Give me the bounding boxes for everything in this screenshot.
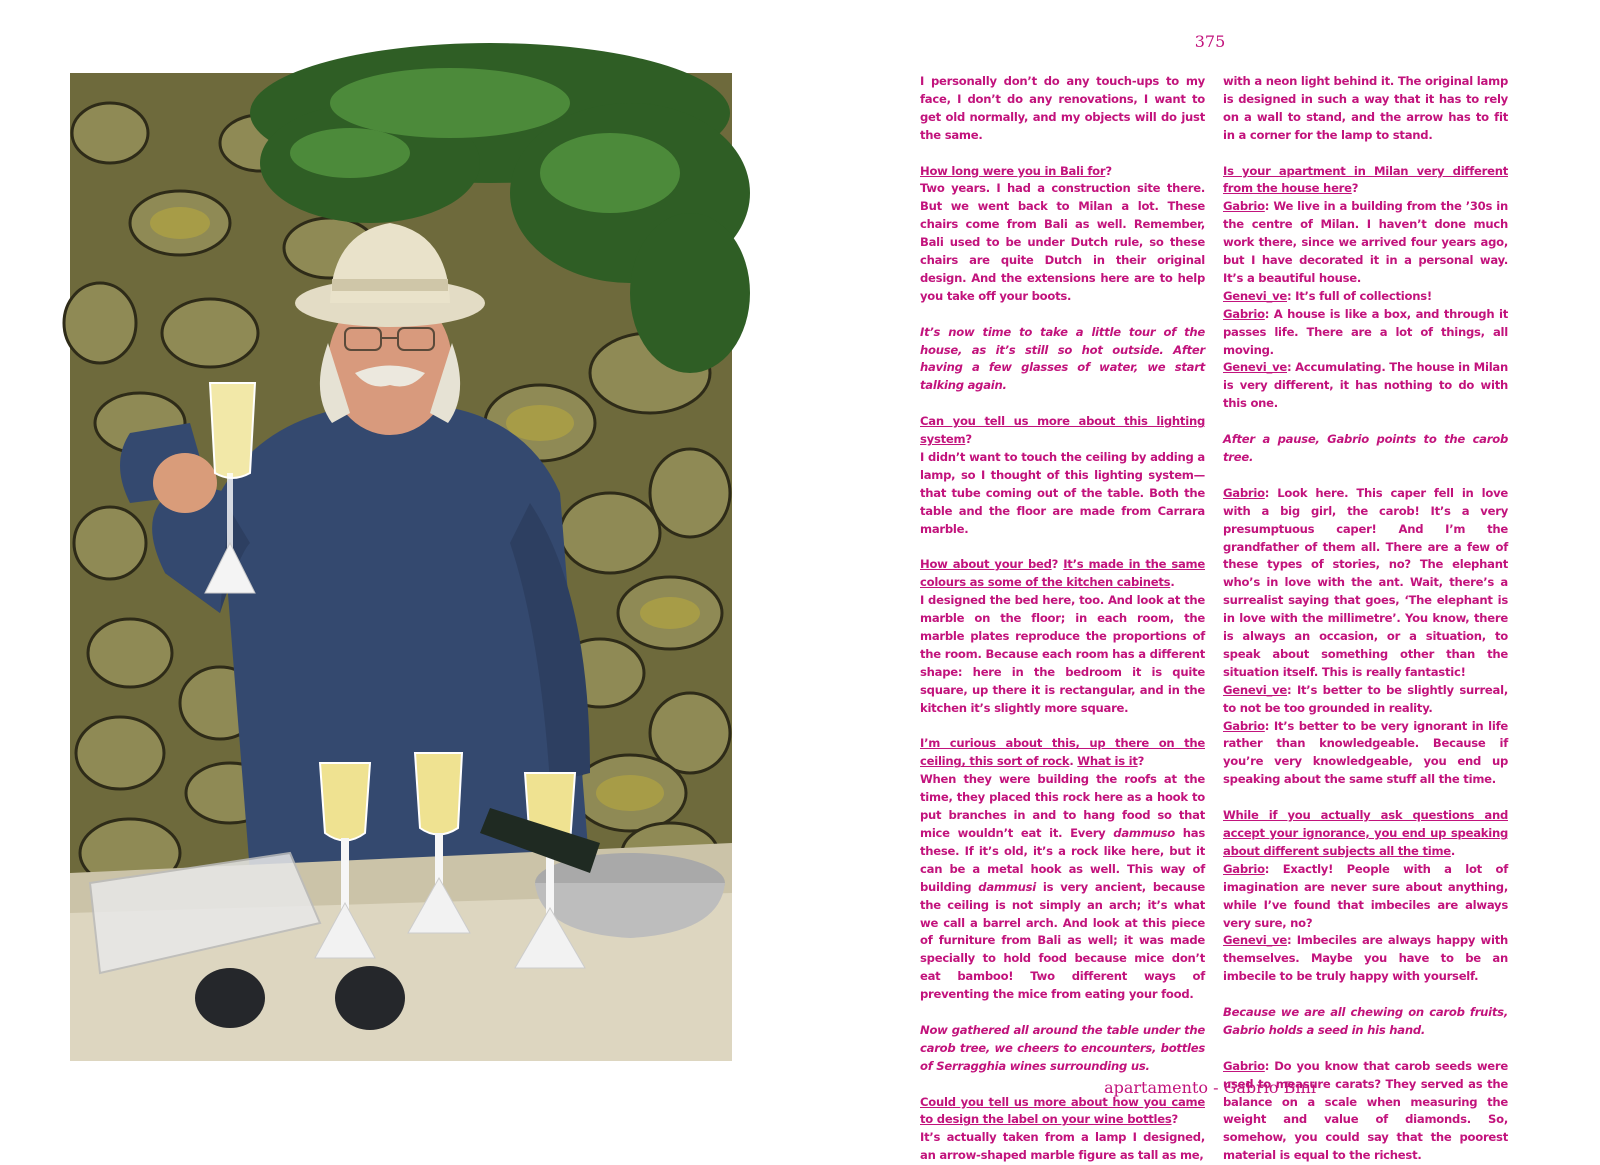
dialogue-block [1223,1058,1508,1165]
question: What is it [1077,754,1138,769]
paragraph [1223,73,1508,145]
answer: It’s actually taken from a lamp I designed, an arrow-shaped marble figure as tall as me, [920,1130,1205,1163]
article-column-right [1223,73,1508,1163]
question: While if you actually ask questions and accept your ignorance, you end up speaking about different subjects all the time [1223,808,1508,858]
question-answer: Could you tell us more about how you came to design the label on your wine bottles? It’s actually taken from a lamp I designed, an arrow-shaped marble figure as tall as me, [920,1094,1205,1163]
stage-direction: Now gathered all around the table under the carob tree, we cheers to encounters, bottles of Serragghia wines surrounding us. [920,1022,1205,1073]
speaker-name: Gabrio [1223,199,1265,214]
speaker-name: Gabrio [1223,306,1265,321]
page-footer: apartamento - Gabrio Bini [1104,1078,1316,1097]
speaker-name: Genevi_ve [1223,682,1287,697]
answer: has these. If it’s old, it’s a rock like here, but it can be a metal hook as well. This way of building [920,825,1205,894]
answer: I designed the bed here, too. And look at the marble on the floor; in each room, the marble plates reproduce the proportions of the room. Because each room has a different shape: here in the bedroom it is quite square, up there it is rectangular, and in the kitchen it’s slightly more square. [920,593,1205,715]
answer: I didn’t want to touch the ceiling by adding a lamp, so I thought of this lighting system—that tube coming out of the table. Both the table and the floor are made from Carrara marble. [920,449,1205,536]
question: Could you tell us more about how you came to design the label on your wine bottles [920,1094,1205,1127]
term: dammusi [978,879,1036,894]
question: Can you tell us more about this lighting system [920,414,1205,447]
question: It’s made in the same colours as some of the kitchen cabinets [920,557,1206,590]
term: dammuso [1113,825,1175,840]
dialogue: : A house is like a box, and through it passes life. There are a lot of things, all moving. [1223,306,1508,357]
speaker-name: Gabrio [1223,1058,1265,1073]
question: How about your bed [920,557,1052,572]
dialogue-block [1223,485,1508,789]
dialogue: : It’s better to be slightly surreal, to not be too grounded in reality. [1223,682,1508,715]
question-answer: I’m curious about this, up there on the ceiling, this sort of rock. What is it? When they were building the roofs at the time, they placed this rock here as a hook to put branches in and to hang food so that mice wouldn’t eat it. Every dammuso has these. If it’s old, it’s a rock like here, but it can be a metal hook as well. This way of building dammusi is very ancient, because the ceiling is not simply an arch; it’s what we call a barrel arch. And look at this piece of furniture from Bali as well; it was made specially to hold food because mice don’t eat bamboo! Two different ways of preventing the mice from eating your food. [920,736,1205,1002]
dialogue: : Accumulating. The house in Milan is very different, it has nothing to do with this one. [1223,360,1508,411]
question: I’m curious about this, up there on the ceiling, this sort of rock [920,736,1205,769]
dialogue: : It’s full of collections! [1287,288,1432,303]
speaker-name: Gabrio [1223,861,1265,876]
speaker-name: Genevi_ve [1223,933,1287,948]
paragraph-text: with a neon light behind it. The original lamp is designed in such a way that it has to rely on a wall to stand, and the arrow has to fit in a corner for the lamp to stand. [1223,74,1508,142]
stage-direction: It’s now time to take a little tour of the house, as it’s still so hot outside. After having a few glasses of water, we start talking again. [920,324,1205,393]
speaker-name: Gabrio [1223,718,1265,733]
question: How long were you in Bali for [920,163,1106,178]
page-number: 375 [1194,32,1226,51]
article-column-left [920,73,1206,1163]
photo-illustration [70,73,732,1061]
answer: When they were building the roofs at the time, they placed this rock here as a hook to put branches in and to hang food so that mice wouldn’t eat it. Every [920,772,1205,840]
answer: is very ancient, because the ceiling is not simply an arch; it’s what we call a barrel arch. And look at this piece of furniture from Bali as well; it was made specially to hold food because mice don’t eat bamboo! Two different ways of preventing the mice from eating your food. [920,879,1205,1002]
stage-direction: After a pause, Gabrio points to the carob tree. [1223,432,1508,464]
dialogue: : It’s better to be very ignorant in life rather than knowledgeable. Because if you’re very knowledgeable, you end up speaking about the same stuff all the time. [1223,718,1508,787]
question: Is your apartment in Milan very different from the house here [1223,163,1508,196]
dialogue: : We live in a building from the ’30s in the centre of Milan. I haven’t done much work there, since we arrived four years ago, but I have decorated it in a personal way. It’s a beautiful house. [1223,199,1508,285]
dialogue: : Imbeciles are always happy with themselves. Maybe you have to be an imbecile to be truly happy with yourself. [1223,933,1508,984]
dialogue: : Do you know that carob seeds were used to measure carats? They served as the balance on a scale when measuring the weight and value of diamonds. So, somehow, you could say that the poorest material is equal to the richest. [1223,1058,1508,1163]
dialogue: : Look here. This caper fell in love with a big girl, the carob! It’s a very presumptuous caper! And I’m the grandfather of them all. There are a few of these types of stories, no? The elephant who’s in love with the ant. Wait, there’s a surrealist saying that goes, ‘The elephant is in love with the millimetre’. You know, there is always an occasion, or a situation, to speak about something other than the situation itself. This is really fantastic! [1223,485,1508,679]
speaker-name: Genevi_ve [1223,288,1287,303]
question-answer: Can you tell us more about this lighting system? I didn’t want to touch the ceiling by adding a lamp, so I thought of this lighting system—that tube coming out of the table. Both the table and the floor are made from Carrara marble. [920,414,1205,536]
question-answer: How long were you in Bali for? Two years. I had a construction site there. But we went back to Milan a lot. These chairs come from Bali as well. Remember, Bali used to be under Dutch rule, so these chairs are quite Dutch in their original design. And the extensions here are to help you take off your boots. [920,163,1205,303]
answer: Two years. I had a construction site there. But we went back to Milan a lot. These chairs come from Bali as well. Remember, Bali used to be under Dutch rule, so these chairs are quite Dutch in their original design. And the extensions here are to help you take off your boots. [920,181,1205,303]
portrait-photo [70,73,732,1061]
speaker-name: Genevi_ve [1223,360,1287,375]
question-answer: Is your apartment in Milan very different from the house here? Gabrio: We live in a building from the ’30s in the centre of Milan. I haven’t done much work there, since we arrived four years ago, but I have decorated it in a personal way. It’s a beautiful house. Genevi_ve: It’s full of collections! Gabrio: A house is like a box, and through it passes life. There are a lot of things, all moving. Genevi_ve: Accumulating. The house in Milan is very different, it has nothing to do with this one. [1223,163,1508,411]
question-answer: How about your bed? It’s made in the same colours as some of the kitchen cabinets. I designed the bed here, too. And look at the marble on the floor; in each room, the marble plates reproduce the proportions of the room. Because each room has a different shape: here in the bedroom it is quite square, up there it is rectangular, and in the kitchen it’s slightly more square. [920,557,1206,715]
stage-direction: Because we are all chewing on carob fruits, Gabrio holds a seed in his hand. [1223,1005,1508,1037]
paragraph-text: I personally don’t do any touch-ups to my face, I don’t do any renovations, I want to get old normally, and my objects will do just the same. [920,74,1205,142]
paragraph [920,73,1205,145]
question-answer: While if you actually ask questions and accept your ignorance, you end up speaking about different subjects all the time. Gabrio: Exactly! People with a lot of imagination are never sure about anything, while I’ve found that imbeciles are always very sure, no? Genevi_ve: Imbeciles are always happy with themselves. Maybe you have to be an imbecile to be truly happy with yourself. [1223,808,1508,984]
speaker-name: Gabrio [1223,485,1265,500]
dialogue: : Exactly! People with a lot of imagination are never sure about anything, while I’ve found that imbeciles are always very sure, no? [1223,861,1508,930]
